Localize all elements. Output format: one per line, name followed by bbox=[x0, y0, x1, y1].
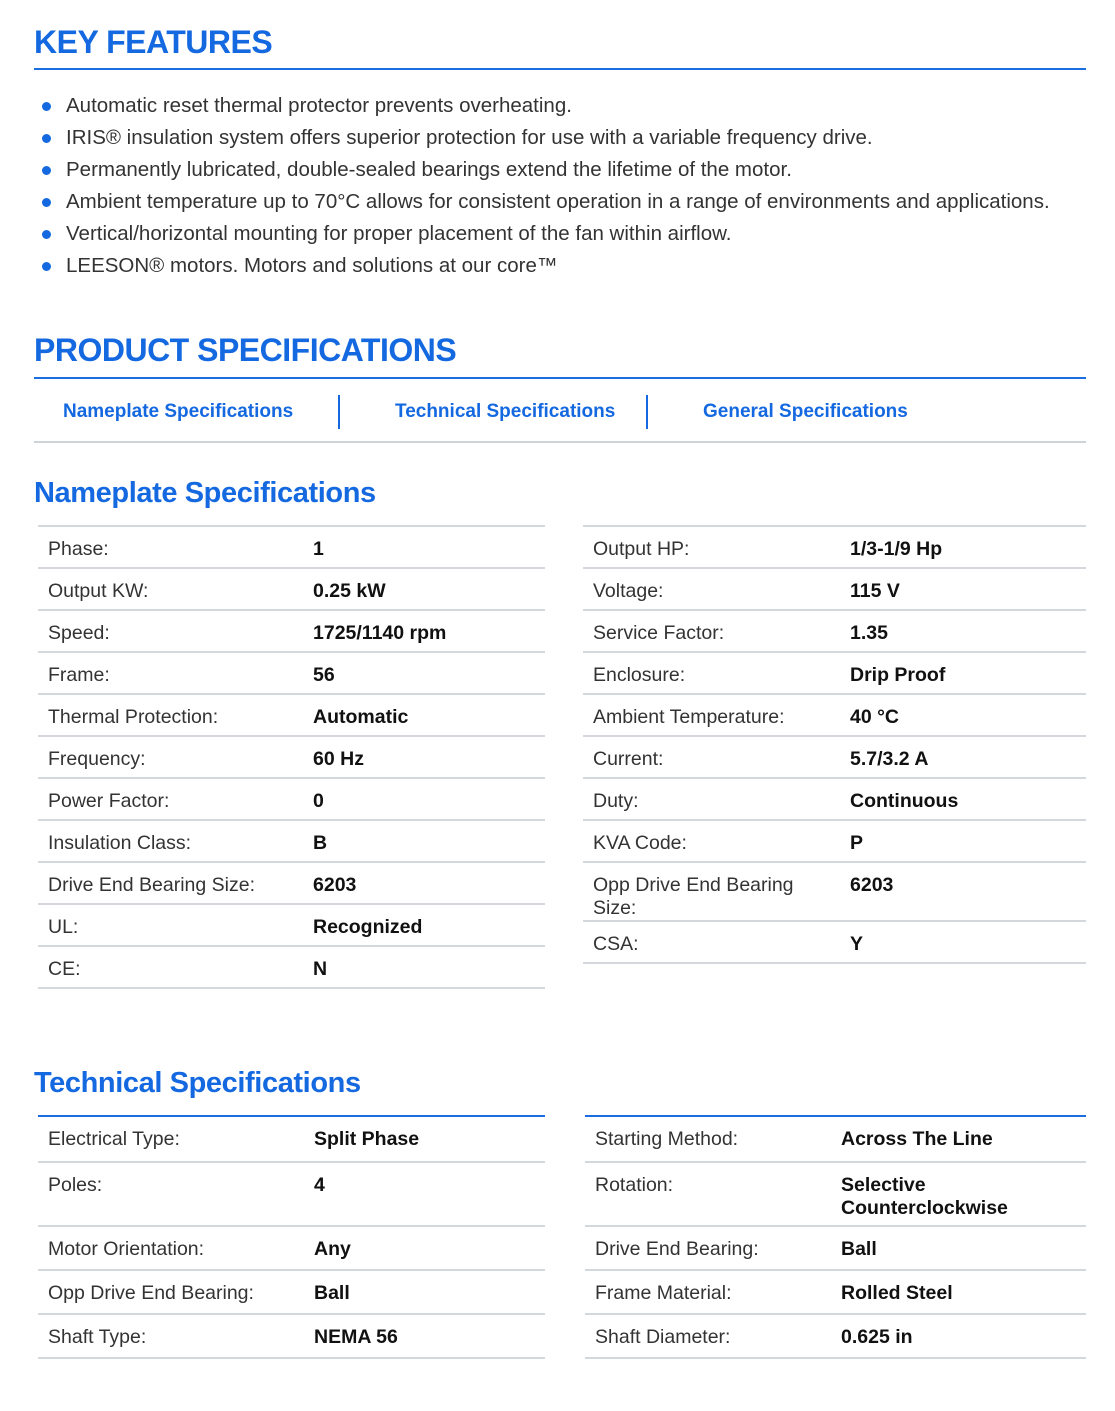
spec-label: Drive End Bearing: bbox=[585, 1226, 831, 1270]
spec-value: 6203 bbox=[303, 862, 545, 904]
feature-item bbox=[40, 90, 1050, 122]
spec-label: Rotation: bbox=[585, 1162, 831, 1226]
spec-value: 1725/1140 rpm bbox=[303, 610, 545, 652]
spec-label: Starting Method: bbox=[585, 1116, 831, 1162]
spec-row bbox=[585, 1270, 1086, 1314]
spec-value: NEMA 56 bbox=[304, 1314, 545, 1358]
spec-label: Frequency: bbox=[38, 736, 303, 778]
feature-item bbox=[40, 154, 1050, 186]
spec-value: 1 bbox=[303, 526, 545, 568]
spec-label: Output KW: bbox=[38, 568, 303, 610]
spec-label: Thermal Protection: bbox=[38, 694, 303, 736]
feature-text: Vertical/horizontal mounting for proper placement of the fan within airflow. bbox=[66, 222, 732, 245]
spec-value: N bbox=[303, 946, 545, 988]
spec-label: Ambient Temperature: bbox=[583, 694, 840, 736]
tab-technical[interactable]: Technical Specifications bbox=[395, 401, 616, 422]
spec-row bbox=[38, 1314, 545, 1358]
nameplate-heading: Nameplate Specifications bbox=[34, 477, 376, 509]
spec-row bbox=[38, 904, 545, 946]
spec-value: Ball bbox=[304, 1270, 545, 1314]
spec-value: B bbox=[303, 820, 545, 862]
spec-label: Shaft Type: bbox=[38, 1314, 304, 1358]
spec-row bbox=[583, 568, 1086, 610]
spec-value: 6203 bbox=[840, 862, 1086, 921]
spec-label: KVA Code: bbox=[583, 820, 840, 862]
bullet-icon bbox=[42, 134, 51, 143]
spec-value: Across The Line bbox=[831, 1116, 1086, 1162]
spec-row bbox=[38, 526, 545, 568]
spec-label: Frame Material: bbox=[585, 1270, 831, 1314]
spec-row bbox=[38, 610, 545, 652]
spec-value: 0 bbox=[303, 778, 545, 820]
spec-label: Drive End Bearing Size: bbox=[38, 862, 303, 904]
spec-value: Selective Counterclockwise bbox=[831, 1162, 1086, 1226]
spec-row bbox=[38, 1270, 545, 1314]
bullet-icon bbox=[42, 262, 51, 271]
spec-row bbox=[38, 1116, 545, 1162]
spec-value: 115 V bbox=[840, 568, 1086, 610]
spec-value: 4 bbox=[304, 1162, 545, 1226]
spec-label: Speed: bbox=[38, 610, 303, 652]
spec-row bbox=[585, 1116, 1086, 1162]
tab-general[interactable]: General Specifications bbox=[703, 401, 908, 422]
spec-row bbox=[38, 694, 545, 736]
feature-list bbox=[40, 90, 1050, 282]
spec-label: CSA: bbox=[583, 921, 840, 963]
spec-value: Recognized bbox=[303, 904, 545, 946]
spec-row bbox=[38, 946, 545, 988]
technical-table-right bbox=[585, 1115, 1086, 1359]
feature-text: IRIS® insulation system offers superior protection for use with a variable frequency drive. bbox=[66, 126, 873, 149]
spec-label: Phase: bbox=[38, 526, 303, 568]
spec-value: Rolled Steel bbox=[831, 1270, 1086, 1314]
feature-item bbox=[40, 122, 1050, 154]
spec-label: Frame: bbox=[38, 652, 303, 694]
spec-tabs bbox=[34, 395, 1086, 431]
spec-label: Poles: bbox=[38, 1162, 304, 1226]
technical-table-left bbox=[38, 1115, 545, 1359]
feature-item bbox=[40, 218, 1050, 250]
spec-label: Power Factor: bbox=[38, 778, 303, 820]
spec-row bbox=[583, 652, 1086, 694]
key-features-divider bbox=[34, 68, 1086, 70]
tab-separator bbox=[646, 395, 648, 429]
spec-row bbox=[583, 694, 1086, 736]
spec-label: Shaft Diameter: bbox=[585, 1314, 831, 1358]
spec-row bbox=[583, 778, 1086, 820]
nameplate-table-right bbox=[583, 525, 1086, 964]
tab-nameplate[interactable]: Nameplate Specifications bbox=[63, 401, 294, 422]
spec-value: 0.25 kW bbox=[303, 568, 545, 610]
spec-label: Insulation Class: bbox=[38, 820, 303, 862]
spec-value: 40 °C bbox=[840, 694, 1086, 736]
feature-text: Permanently lubricated, double-sealed bearings extend the lifetime of the motor. bbox=[66, 158, 792, 181]
spec-label: Opp Drive End Bearing: bbox=[38, 1270, 304, 1314]
product-specs-divider bbox=[34, 377, 1086, 379]
spec-row bbox=[583, 862, 1086, 921]
spec-value: Automatic bbox=[303, 694, 545, 736]
spec-row bbox=[585, 1162, 1086, 1226]
spec-value: Ball bbox=[831, 1226, 1086, 1270]
spec-label: Motor Orientation: bbox=[38, 1226, 304, 1270]
bullet-icon bbox=[42, 166, 51, 175]
spec-value: Drip Proof bbox=[840, 652, 1086, 694]
bullet-icon bbox=[42, 102, 51, 111]
spec-row bbox=[583, 921, 1086, 963]
spec-label: Opp Drive End Bearing Size: bbox=[583, 862, 840, 921]
spec-row bbox=[583, 820, 1086, 862]
spec-row bbox=[585, 1226, 1086, 1270]
spec-row bbox=[38, 568, 545, 610]
spec-label: Voltage: bbox=[583, 568, 840, 610]
tab-separator bbox=[338, 395, 340, 429]
spec-value: P bbox=[840, 820, 1086, 862]
feature-text: Automatic reset thermal protector prevents overheating. bbox=[66, 94, 572, 117]
feature-text: Ambient temperature up to 70°C allows for consistent operation in a range of environments and applications. bbox=[66, 190, 1050, 213]
technical-heading: Technical Specifications bbox=[34, 1067, 361, 1099]
nameplate-table-left bbox=[38, 525, 545, 989]
bullet-icon bbox=[42, 230, 51, 239]
feature-item bbox=[40, 250, 1050, 282]
spec-value: Continuous bbox=[840, 778, 1086, 820]
feature-item bbox=[40, 186, 1050, 218]
spec-value: 5.7/3.2 A bbox=[840, 736, 1086, 778]
spec-label: Enclosure: bbox=[583, 652, 840, 694]
spec-label: Output HP: bbox=[583, 526, 840, 568]
spec-label: CE: bbox=[38, 946, 303, 988]
spec-row bbox=[38, 1226, 545, 1270]
spec-row bbox=[583, 736, 1086, 778]
spec-row bbox=[583, 610, 1086, 652]
spec-label: Service Factor: bbox=[583, 610, 840, 652]
spec-value: 1.35 bbox=[840, 610, 1086, 652]
spec-row bbox=[38, 652, 545, 694]
spec-value: Split Phase bbox=[304, 1116, 545, 1162]
spec-row bbox=[585, 1314, 1086, 1358]
spec-row bbox=[583, 526, 1086, 568]
spec-value: 56 bbox=[303, 652, 545, 694]
spec-label: Duty: bbox=[583, 778, 840, 820]
spec-label: Current: bbox=[583, 736, 840, 778]
spec-row bbox=[38, 778, 545, 820]
spec-value: 60 Hz bbox=[303, 736, 545, 778]
spec-value: 1/3-1/9 Hp bbox=[840, 526, 1086, 568]
spec-row bbox=[38, 820, 545, 862]
spec-label: Electrical Type: bbox=[38, 1116, 304, 1162]
spec-row bbox=[38, 1162, 545, 1226]
spec-label: UL: bbox=[38, 904, 303, 946]
key-features-heading: KEY FEATURES bbox=[34, 24, 273, 60]
spec-value: 0.625 in bbox=[831, 1314, 1086, 1358]
spec-value: Y bbox=[840, 921, 1086, 963]
feature-text: LEESON® motors. Motors and solutions at our core™ bbox=[66, 254, 558, 277]
product-specs-heading: PRODUCT SPECIFICATIONS bbox=[34, 332, 457, 368]
tabs-divider bbox=[34, 441, 1086, 443]
spec-value: Any bbox=[304, 1226, 545, 1270]
spec-row bbox=[38, 862, 545, 904]
spec-row bbox=[38, 736, 545, 778]
bullet-icon bbox=[42, 198, 51, 207]
